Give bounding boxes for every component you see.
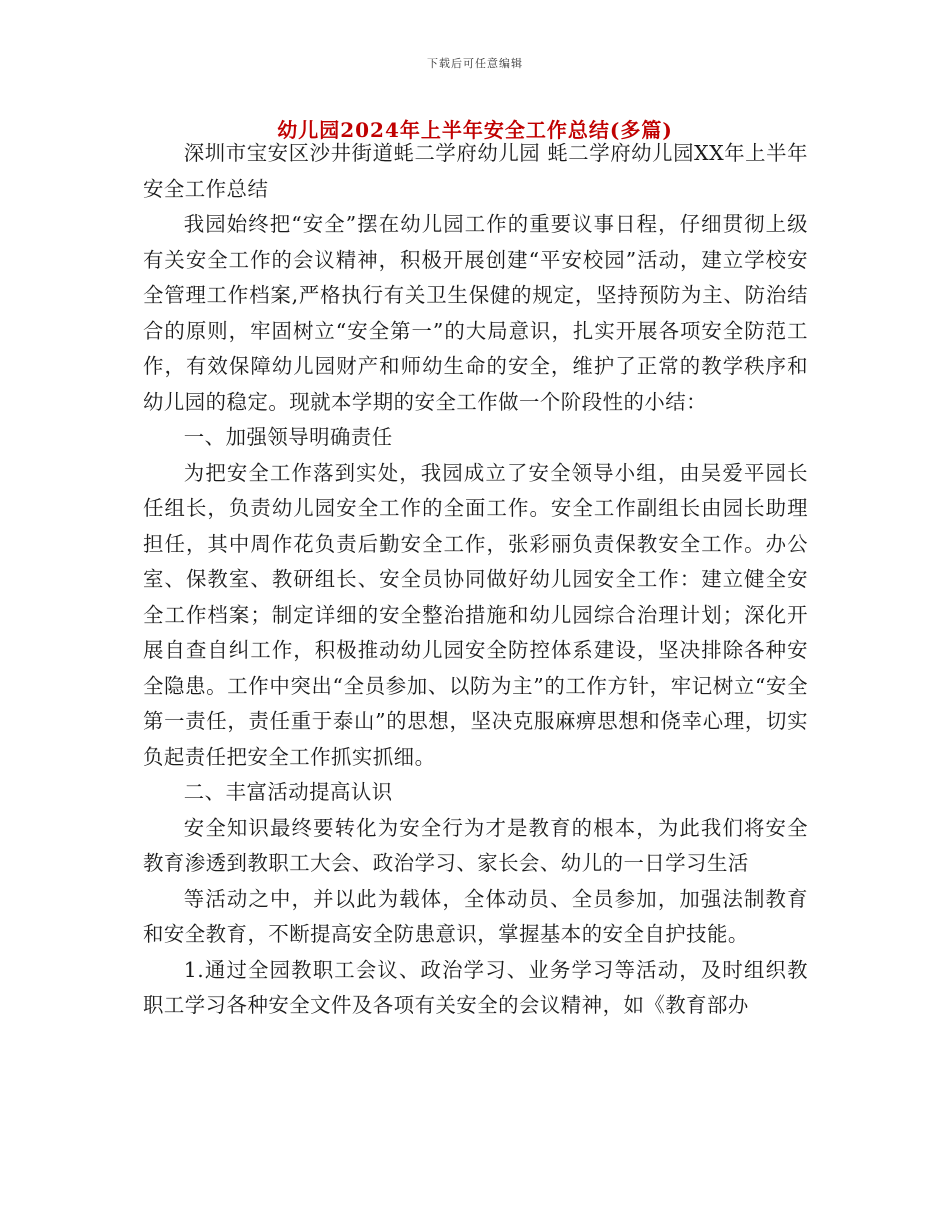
paragraph-section-2b: 等活动之中，并以此为载体，全体动员、全员参加，加强法制教育和安全教育，不断提高安全防患意识，掌握基本的安全自护技能。 (143, 886, 808, 946)
document-body (143, 136, 808, 1024)
paragraph-section-2a: 安全知识最终要转化为安全行为才是教育的根本，为此我们将安全教育渗透到教职工大会、政治学习、家长会、幼儿的一日学习生活 (143, 815, 808, 875)
section-heading-2: 二、丰富活动提高认识 (183, 780, 393, 804)
paragraph-intro: 我园始终把“安全”摆在幼儿园工作的重要议事日程，仔细贯彻上级有关安全工作的会议精神，积极开展创建“平安校园”活动，建立学校安全管理工作档案,严格执行有关卫生保健的规定，坚持预防为主、防治结合的原则，牢固树立“安全第一”的大局意识，扎实开展各项安全防范工作，有效保障幼儿园财产和师幼生命的安全，维护了正常的教学秩序和幼儿园的稳定。现就本学期的安全工作做一个阶段性的小结： (143, 212, 808, 414)
section-heading-1: 一、加强领导明确责任 (183, 425, 393, 449)
paragraph-item-1: 1.通过全园教职工会议、政治学习、业务学习等活动，及时组织教职工学习各种安全文件及各项有关安全的会议精神，如《教育部办 (143, 957, 808, 1017)
paragraph-section-1: 为把安全工作落到实处，我园成立了安全领导小组，由吴爱平园长任组长，负责幼儿园安全工作的全面工作。安全工作副组长由园长助理担任，其中周作花负责后勤安全工作，张彩丽负责保教安全工作。办公室、保教室、教研组长、安全员协同做好幼儿园安全工作：建立健全安全工作档案；制定详细的安全整治措施和幼儿园综合治理计划；深化开展自查自纠工作，积极推动幼儿园安全防控体系建设，坚决排除各种安全隐患。工作中突出“全员参加、以防为主”的工作方针，牢记树立“安全第一责任，责任重于泰山”的思想，坚决克服麻痹思想和侥幸心理，切实负起责任把安全工作抓实抓细。 (143, 460, 808, 769)
paragraph-subtitle: 深圳市宝安区沙井街道蚝二学府幼儿园 蚝二学府幼儿园XX年上半年安全工作总结 (143, 141, 808, 201)
header-note: 下载后可任意编辑 (427, 57, 523, 70)
document-title: 幼儿园2024年上半年安全工作总结(多篇) (277, 118, 673, 142)
